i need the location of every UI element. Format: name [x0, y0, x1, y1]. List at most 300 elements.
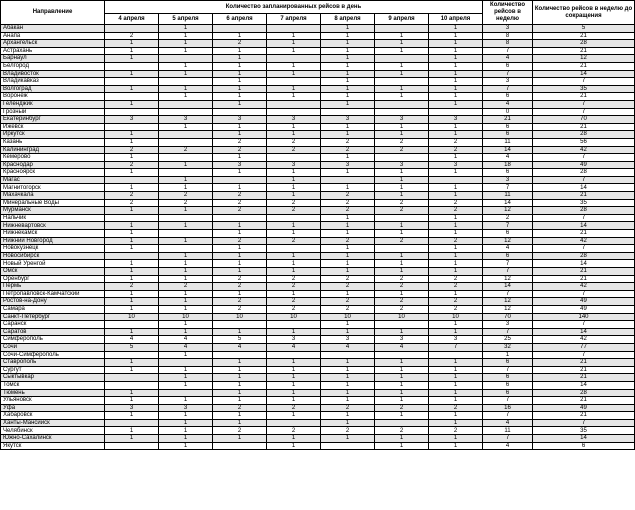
day-count-cell: 1: [267, 397, 321, 405]
day-count-cell: 1: [213, 290, 267, 298]
day-count-cell: 1: [375, 131, 429, 139]
day-count-cell: 1: [321, 230, 375, 238]
day-count-cell: 1: [429, 55, 483, 63]
before-reduction-cell: 7: [533, 214, 635, 222]
table-row: [1, 40, 635, 48]
day-count-cell: 1: [267, 123, 321, 131]
day-count-cell: 1: [105, 237, 159, 245]
weekly-count-cell: 12: [483, 298, 533, 306]
day-count-cell: 1: [213, 245, 267, 253]
day-count-cell: 1: [159, 161, 213, 169]
day-count-cell: 1: [213, 47, 267, 55]
before-reduction-cell: 28: [533, 40, 635, 48]
city-cell: Саратов: [1, 328, 105, 336]
city-cell: Воронеж: [1, 93, 105, 101]
day-count-cell: 2: [267, 283, 321, 291]
day-count-cell: 1: [213, 374, 267, 382]
weekly-count-cell: 6: [483, 230, 533, 238]
day-count-cell: 1: [267, 260, 321, 268]
day-count-cell: 1: [105, 268, 159, 276]
weekly-count-cell: 14: [483, 283, 533, 291]
before-reduction-cell: 21: [533, 397, 635, 405]
before-reduction-cell: 7: [533, 100, 635, 108]
city-cell: Новосибирск: [1, 252, 105, 260]
day-header: 5 апреля: [159, 14, 213, 25]
day-count-cell: [429, 176, 483, 184]
city-cell: Уфа: [1, 404, 105, 412]
day-count-cell: 2: [429, 237, 483, 245]
table-row: [1, 207, 635, 215]
day-count-cell: [105, 442, 159, 450]
day-count-cell: 1: [159, 442, 213, 450]
weekly-count-cell: 14: [483, 146, 533, 154]
day-count-cell: 1: [105, 397, 159, 405]
day-count-cell: 3: [267, 336, 321, 344]
table-row: [1, 32, 635, 40]
day-count-cell: 1: [213, 32, 267, 40]
day-count-cell: 1: [429, 85, 483, 93]
day-count-cell: 1: [321, 40, 375, 48]
day-count-cell: [213, 108, 267, 116]
before-reduction-cell: 28: [533, 169, 635, 177]
table-row: [1, 154, 635, 162]
day-count-cell: 10: [213, 313, 267, 321]
city-cell: Белгород: [1, 62, 105, 70]
day-count-cell: 1: [105, 100, 159, 108]
weekly-count-cell: 7: [483, 412, 533, 420]
weekly-count-cell: 3: [483, 321, 533, 329]
table-row: [1, 359, 635, 367]
day-count-cell: 1: [105, 85, 159, 93]
table-row: [1, 78, 635, 86]
table-row: [1, 381, 635, 389]
day-count-cell: 1: [105, 366, 159, 374]
day-count-cell: 2: [375, 427, 429, 435]
table-row: [1, 290, 635, 298]
day-count-cell: [105, 62, 159, 70]
weekly-count-cell: 6: [483, 93, 533, 101]
day-count-cell: 1: [429, 100, 483, 108]
day-count-cell: 1: [159, 184, 213, 192]
table-row: [1, 93, 635, 101]
day-count-cell: [159, 100, 213, 108]
day-count-cell: 1: [159, 419, 213, 427]
day-count-cell: 1: [105, 207, 159, 215]
day-count-cell: 1: [429, 184, 483, 192]
city-cell: Ульяновск: [1, 397, 105, 405]
before-reduction-cell: 21: [533, 275, 635, 283]
weekly-count-cell: 21: [483, 116, 533, 124]
day-count-cell: [105, 351, 159, 359]
day-count-cell: 1: [321, 78, 375, 86]
table-row: [1, 108, 635, 116]
day-count-cell: 1: [105, 230, 159, 238]
day-count-cell: 2: [375, 237, 429, 245]
day-count-cell: [375, 351, 429, 359]
city-cell: Магас: [1, 176, 105, 184]
before-reduction-cell: 49: [533, 298, 635, 306]
day-count-cell: 1: [267, 374, 321, 382]
weekly-count-cell: 70: [483, 313, 533, 321]
table-row: [1, 268, 635, 276]
table-row: [1, 313, 635, 321]
day-count-cell: 2: [375, 146, 429, 154]
before-reduction-cell: 28: [533, 252, 635, 260]
before-reduction-cell: 21: [533, 192, 635, 200]
city-cell: Омск: [1, 268, 105, 276]
day-count-cell: 1: [213, 184, 267, 192]
weekly-count-cell: 7: [483, 328, 533, 336]
day-count-cell: 1: [375, 184, 429, 192]
day-count-cell: 2: [267, 146, 321, 154]
day-count-cell: 1: [375, 397, 429, 405]
city-cell: Новый Уренгой: [1, 260, 105, 268]
day-count-cell: 1: [105, 427, 159, 435]
weekly-count-cell: 7: [483, 184, 533, 192]
before-reduction-cell: 6: [533, 442, 635, 450]
day-count-cell: 1: [429, 419, 483, 427]
table-row: [1, 62, 635, 70]
city-cell: Южно-Сахалинск: [1, 435, 105, 443]
day-count-cell: 1: [429, 442, 483, 450]
weekly-count-cell: 6: [483, 381, 533, 389]
table-row: [1, 116, 635, 124]
before-reduction-cell: 7: [533, 108, 635, 116]
day-count-cell: 1: [105, 328, 159, 336]
day-count-cell: 1: [375, 62, 429, 70]
day-count-cell: 1: [213, 85, 267, 93]
day-count-cell: 1: [321, 55, 375, 63]
day-count-cell: 1: [375, 366, 429, 374]
before-reduction-cell: 7: [533, 351, 635, 359]
before-reduction-cell: 7: [533, 176, 635, 184]
table-row: [1, 343, 635, 351]
day-count-cell: 4: [375, 343, 429, 351]
day-count-cell: 1: [321, 397, 375, 405]
day-count-cell: 2: [375, 199, 429, 207]
day-count-cell: 2: [321, 237, 375, 245]
day-count-cell: [375, 419, 429, 427]
day-count-cell: 1: [321, 131, 375, 139]
day-count-cell: 1: [321, 359, 375, 367]
day-count-cell: 1: [429, 154, 483, 162]
weekly-count-cell: 4: [483, 55, 533, 63]
day-count-cell: 2: [105, 146, 159, 154]
day-count-cell: 1: [159, 93, 213, 101]
day-count-cell: 1: [213, 397, 267, 405]
day-count-cell: 1: [375, 192, 429, 200]
day-count-cell: 1: [105, 47, 159, 55]
before-reduction-cell: 21: [533, 62, 635, 70]
city-cell: Владивосток: [1, 70, 105, 78]
day-count-cell: 1: [429, 25, 483, 33]
day-count-cell: 1: [321, 123, 375, 131]
day-count-cell: 2: [213, 207, 267, 215]
city-cell: Магнитогорск: [1, 184, 105, 192]
day-count-cell: 3: [321, 336, 375, 344]
day-count-cell: 1: [429, 93, 483, 101]
day-count-cell: 2: [429, 283, 483, 291]
day-count-cell: 2: [213, 199, 267, 207]
day-count-cell: 1: [321, 222, 375, 230]
day-count-cell: 1: [159, 25, 213, 33]
day-count-cell: 1: [105, 290, 159, 298]
weekly-count-cell: 4: [483, 442, 533, 450]
before-reduction-cell: 77: [533, 343, 635, 351]
day-count-cell: [159, 389, 213, 397]
before-reduction-cell: 21: [533, 374, 635, 382]
weekly-count-cell: 32: [483, 343, 533, 351]
weekly-header: Количество рейсов в неделю: [483, 1, 533, 25]
day-count-cell: 2: [105, 283, 159, 291]
day-count-cell: 1: [429, 389, 483, 397]
day-count-cell: 1: [429, 252, 483, 260]
day-header: 4 апреля: [105, 14, 159, 25]
day-count-cell: 1: [429, 78, 483, 86]
day-count-cell: 2: [159, 199, 213, 207]
day-count-cell: 1: [321, 184, 375, 192]
weekly-count-cell: 4: [483, 154, 533, 162]
table-row: [1, 192, 635, 200]
day-count-cell: 1: [105, 359, 159, 367]
city-cell: Сочи: [1, 343, 105, 351]
day-count-cell: 1: [321, 245, 375, 253]
day-count-cell: 2: [213, 192, 267, 200]
day-count-cell: 1: [429, 214, 483, 222]
day-count-cell: 1: [321, 154, 375, 162]
table-row: [1, 222, 635, 230]
day-count-cell: 2: [321, 192, 375, 200]
day-count-cell: 1: [375, 40, 429, 48]
day-count-cell: [375, 78, 429, 86]
day-count-cell: 1: [213, 381, 267, 389]
city-cell: Ростов-на-Дону: [1, 298, 105, 306]
day-count-cell: [267, 321, 321, 329]
day-count-cell: 2: [429, 207, 483, 215]
day-count-cell: 1: [213, 268, 267, 276]
day-count-cell: 1: [267, 93, 321, 101]
before-reduction-cell: 14: [533, 328, 635, 336]
day-count-cell: 1: [321, 70, 375, 78]
day-count-cell: 1: [213, 93, 267, 101]
before-reduction-cell: 21: [533, 366, 635, 374]
before-reduction-cell: 21: [533, 359, 635, 367]
day-count-cell: 2: [321, 275, 375, 283]
before-reduction-cell: 49: [533, 161, 635, 169]
day-count-cell: [267, 214, 321, 222]
before-reduction-cell: 49: [533, 404, 635, 412]
before-reduction-cell: 14: [533, 381, 635, 389]
city-cell: Сургут: [1, 366, 105, 374]
city-cell: Челябинск: [1, 427, 105, 435]
day-count-cell: [159, 214, 213, 222]
day-count-cell: 2: [375, 404, 429, 412]
before-reduction-cell: 42: [533, 283, 635, 291]
table-row: [1, 298, 635, 306]
day-count-cell: 1: [267, 412, 321, 420]
day-count-cell: 1: [159, 207, 213, 215]
before-reduction-cell: 21: [533, 32, 635, 40]
weekly-count-cell: 4: [483, 100, 533, 108]
table-row: [1, 283, 635, 291]
day-count-cell: 1: [159, 252, 213, 260]
day-count-cell: 3: [105, 404, 159, 412]
before-reduction-cell: 21: [533, 268, 635, 276]
day-count-cell: 1: [375, 169, 429, 177]
city-cell: Красноярск: [1, 169, 105, 177]
table-row: [1, 305, 635, 313]
day-count-cell: 1: [213, 154, 267, 162]
table-row: [1, 184, 635, 192]
city-cell: Махачкала: [1, 192, 105, 200]
day-count-cell: [213, 214, 267, 222]
day-count-cell: 1: [321, 435, 375, 443]
day-count-cell: [159, 359, 213, 367]
day-count-cell: 1: [321, 374, 375, 382]
day-count-cell: 1: [159, 62, 213, 70]
table-row: [1, 237, 635, 245]
weekly-count-cell: 0: [483, 108, 533, 116]
weekly-count-cell: 16: [483, 404, 533, 412]
before-reduction-cell: 14: [533, 70, 635, 78]
city-cell: Нижний Новгород: [1, 237, 105, 245]
day-count-cell: 1: [105, 40, 159, 48]
day-count-cell: 1: [321, 32, 375, 40]
day-count-cell: 1: [429, 359, 483, 367]
day-count-cell: 1: [159, 298, 213, 306]
day-count-cell: 1: [321, 389, 375, 397]
day-count-cell: 1: [375, 412, 429, 420]
day-count-cell: 1: [105, 412, 159, 420]
city-cell: Новокузнецк: [1, 245, 105, 253]
day-count-cell: 1: [213, 55, 267, 63]
city-cell: Волгоград: [1, 85, 105, 93]
city-cell: Нижнекамск: [1, 230, 105, 238]
day-count-cell: 1: [159, 32, 213, 40]
day-count-cell: 1: [375, 374, 429, 382]
day-count-cell: 1: [267, 169, 321, 177]
day-count-cell: 1: [159, 123, 213, 131]
table-row: [1, 374, 635, 382]
table-row: [1, 214, 635, 222]
day-count-cell: 1: [429, 47, 483, 55]
day-count-cell: 1: [159, 222, 213, 230]
city-cell: Хабаровск: [1, 412, 105, 420]
weekly-count-cell: 7: [483, 268, 533, 276]
day-count-cell: 2: [375, 275, 429, 283]
weekly-count-cell: 6: [483, 389, 533, 397]
day-count-cell: 1: [105, 389, 159, 397]
day-count-cell: 10: [321, 313, 375, 321]
day-count-cell: 1: [429, 230, 483, 238]
city-cell: Екатеринбург: [1, 116, 105, 124]
day-count-cell: 1: [159, 70, 213, 78]
day-count-cell: 2: [375, 283, 429, 291]
day-count-cell: [159, 245, 213, 253]
city-cell: Кемерово: [1, 154, 105, 162]
day-count-cell: 2: [375, 207, 429, 215]
before-reduction-cell: 7: [533, 419, 635, 427]
city-cell: Санкт-Петербург: [1, 313, 105, 321]
day-count-cell: 1: [429, 397, 483, 405]
day-count-cell: 1: [213, 260, 267, 268]
day-count-cell: 2: [267, 199, 321, 207]
table-row: [1, 336, 635, 344]
city-cell: Оренбург: [1, 275, 105, 283]
before-reduction-cell: 28: [533, 207, 635, 215]
city-cell: Самара: [1, 305, 105, 313]
day-count-cell: 3: [159, 116, 213, 124]
before-reduction-cell: 7: [533, 290, 635, 298]
day-count-cell: 2: [429, 199, 483, 207]
day-count-cell: 1: [267, 47, 321, 55]
table-row: [1, 176, 635, 184]
day-count-cell: 1: [105, 245, 159, 253]
day-count-cell: 1: [159, 427, 213, 435]
day-count-cell: 2: [213, 283, 267, 291]
table-row: [1, 55, 635, 63]
table-row: [1, 146, 635, 154]
day-count-cell: 1: [213, 123, 267, 131]
before-reduction-cell: 35: [533, 85, 635, 93]
day-count-cell: [321, 351, 375, 359]
day-count-cell: 1: [159, 268, 213, 276]
day-count-cell: 3: [267, 161, 321, 169]
day-count-cell: 1: [267, 40, 321, 48]
before-reduction-cell: 28: [533, 389, 635, 397]
day-count-cell: 1: [375, 70, 429, 78]
weekly-count-cell: 6: [483, 131, 533, 139]
day-count-cell: 1: [429, 70, 483, 78]
planned-header: Количество запланированных рейсов в день: [105, 1, 483, 14]
day-count-cell: 1: [159, 366, 213, 374]
day-count-cell: 2: [213, 275, 267, 283]
day-count-cell: 2: [267, 237, 321, 245]
weekly-count-cell: 7: [483, 435, 533, 443]
weekly-count-cell: 4: [483, 245, 533, 253]
day-count-cell: [105, 252, 159, 260]
day-count-cell: 1: [159, 305, 213, 313]
day-count-cell: 2: [267, 427, 321, 435]
day-count-cell: 2: [159, 146, 213, 154]
city-cell: Барнаул: [1, 55, 105, 63]
day-count-cell: 2: [321, 404, 375, 412]
weekly-count-cell: 2: [483, 214, 533, 222]
day-count-cell: [159, 154, 213, 162]
table-row: [1, 131, 635, 139]
day-count-cell: 1: [267, 442, 321, 450]
day-count-cell: 2: [375, 305, 429, 313]
day-count-cell: [105, 374, 159, 382]
day-count-cell: 1: [321, 214, 375, 222]
day-count-cell: 1: [267, 32, 321, 40]
day-count-cell: [213, 176, 267, 184]
table-row: [1, 252, 635, 260]
weekly-count-cell: 14: [483, 199, 533, 207]
table-row: [1, 199, 635, 207]
day-count-cell: 2: [429, 138, 483, 146]
day-count-cell: [105, 419, 159, 427]
day-count-cell: 2: [213, 305, 267, 313]
day-count-cell: 1: [213, 230, 267, 238]
day-count-cell: 1: [375, 47, 429, 55]
day-count-cell: 1: [429, 381, 483, 389]
day-count-cell: [375, 100, 429, 108]
weekly-count-cell: 6: [483, 359, 533, 367]
day-count-cell: 3: [375, 116, 429, 124]
weekly-count-cell: 8: [483, 32, 533, 40]
city-cell: Геленджик: [1, 100, 105, 108]
